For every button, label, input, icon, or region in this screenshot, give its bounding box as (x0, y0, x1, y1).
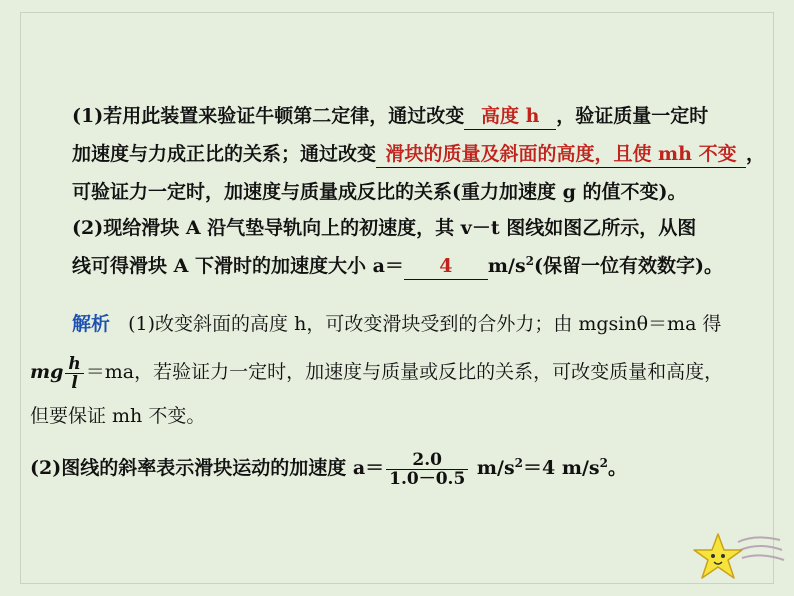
q2-unit-sup: 2 (525, 254, 535, 268)
analysis-line-2 (30, 350, 723, 394)
analysis-result: ＝4 m/s (523, 457, 600, 479)
analysis-line-1 (72, 310, 721, 338)
q1-text: 加速度与力成正比的关系；通过改变 (72, 143, 377, 165)
analysis-mg: mg (30, 361, 64, 383)
fraction-slope: $\frac{2.0}{1.0-0.5}$ (386, 451, 468, 488)
analysis-text: (1)改变斜面的高度 h，可改变滑块受到的合外力；由 mgsinθ＝ma 得 (128, 313, 722, 335)
q1-line-2 (72, 140, 765, 168)
analysis-line-3: 但要保证 mh 不变。 (30, 405, 206, 427)
analysis-unit: m/s (476, 457, 515, 479)
q2-text: (保留一位有效数字)。 (534, 255, 723, 277)
q2-unit: m/s (487, 255, 526, 277)
q1-text: ，验证质量一定时 (556, 105, 709, 127)
analysis-text: (2)图线的斜率表示滑块运动的加速度 a＝ (30, 457, 385, 479)
q1-text: (1)若用此装置来验证牛顿第二定律，通过改变 (72, 105, 465, 127)
q1-line-3: 可验证力一定时，加速度与质量成反比的关系(重力加速度 g 的值不变)。 (72, 181, 687, 203)
q2-line-1: (2)现给滑块 A 沿气垫导轨向上的初速度，其 v－t 图线如图乙所示，从图 (72, 217, 697, 239)
q1-text: ， (746, 143, 766, 165)
content-frame (20, 12, 774, 584)
answer-blank-2: 滑块的质量及斜面的高度，且使 mh 不变 (376, 143, 746, 168)
analysis-line-4: (2)图线的斜率表示滑块运动的加速度 a＝ $\frac{2.0}{1.0-0.5}$ $m/s^2=4$ $m/s^2$。 (30, 449, 627, 489)
star-icon (690, 520, 786, 590)
q1-line-1 (72, 102, 708, 130)
fraction-h-over-l: $\frac{h}{l}$ (65, 355, 83, 392)
analysis-label: 解析 (72, 313, 111, 335)
q2-text: 线可得滑块 A 下滑时的加速度大小 a＝ (72, 255, 404, 277)
answer-blank-3: 4 (404, 255, 488, 280)
answer-blank-1: 高度 h (464, 105, 556, 130)
q2-line-2 (72, 252, 723, 280)
analysis-text: ＝ma，若验证力一定时，加速度与质量或反比的关系，可改变质量和高度， (85, 361, 724, 383)
